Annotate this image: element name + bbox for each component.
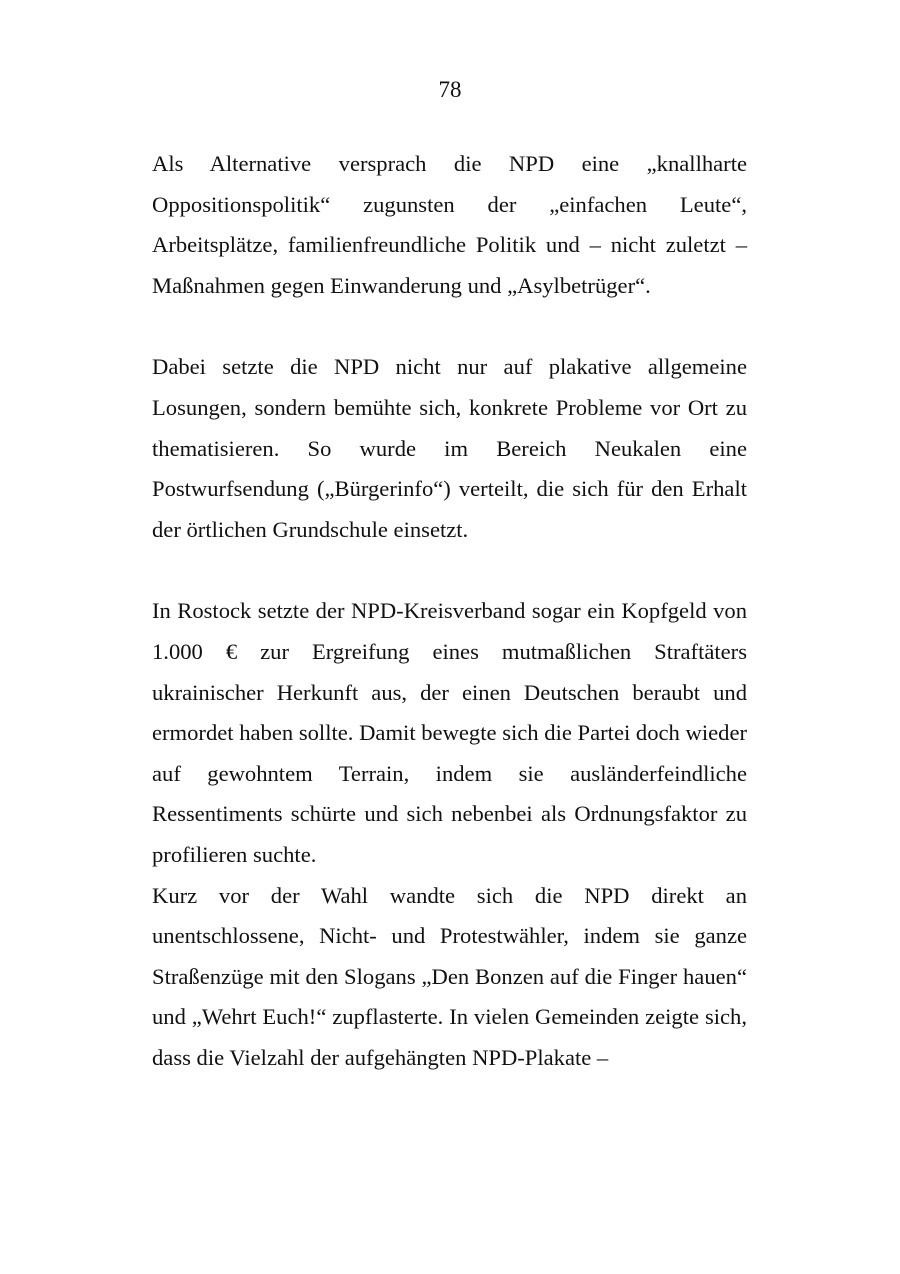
paragraph-local-issues: Dabei setzte die NPD nicht nur auf plakative allgemeine Losungen, sondern bemühte sich, konkrete Probleme vor Ort zu thematisieren. So wurde im Bereich Neukalen eine Postwurfsendung („Bürgerinfo“) verteilt, die sich für den Erhalt der örtlichen Grundschule einsetzt. <box>152 354 747 542</box>
paragraph-rostock-bounty: In Rostock setzte der NPD-Kreisverband sogar ein Kopfgeld von 1.000 € zur Ergreifung eines mutmaßlichen Straftäters ukrainischer Herkunft aus, der einen Deutschen beraubt und ermordet haben sollte. Damit bewegte sich die Partei doch wieder auf gewohntem Terrain, indem sie ausländerfeindliche Ressentiments schürte und sich nebenbei als Ordnungsfaktor zu profilieren suchte. <box>152 598 747 867</box>
document-body <box>152 144 747 1078</box>
page-number: 78 <box>438 77 462 102</box>
paragraph-npd-alternative: Als Alternative versprach die NPD eine „knallharte Oppositionspolitik“ zugunsten der „einfachen Leute“, Arbeitsplätze, familienfreundliche Politik und – nicht zuletzt – Maßnahmen gegen Einwanderung und „Asylbetrüger“. <box>152 151 747 298</box>
paragraph-pre-election-posters: Kurz vor der Wahl wandte sich die NPD direkt an unentschlossene, Nicht- und Protestwähler, indem sie ganze Straßenzüge mit den Slogans „Den Bonzen auf die Finger hauen“ und „Wehrt Euch!“ zupflasterte. In vielen Gemeinden zeigte sich, dass die Vielzahl der aufgehängten NPD-Plakate – <box>152 882 747 1070</box>
